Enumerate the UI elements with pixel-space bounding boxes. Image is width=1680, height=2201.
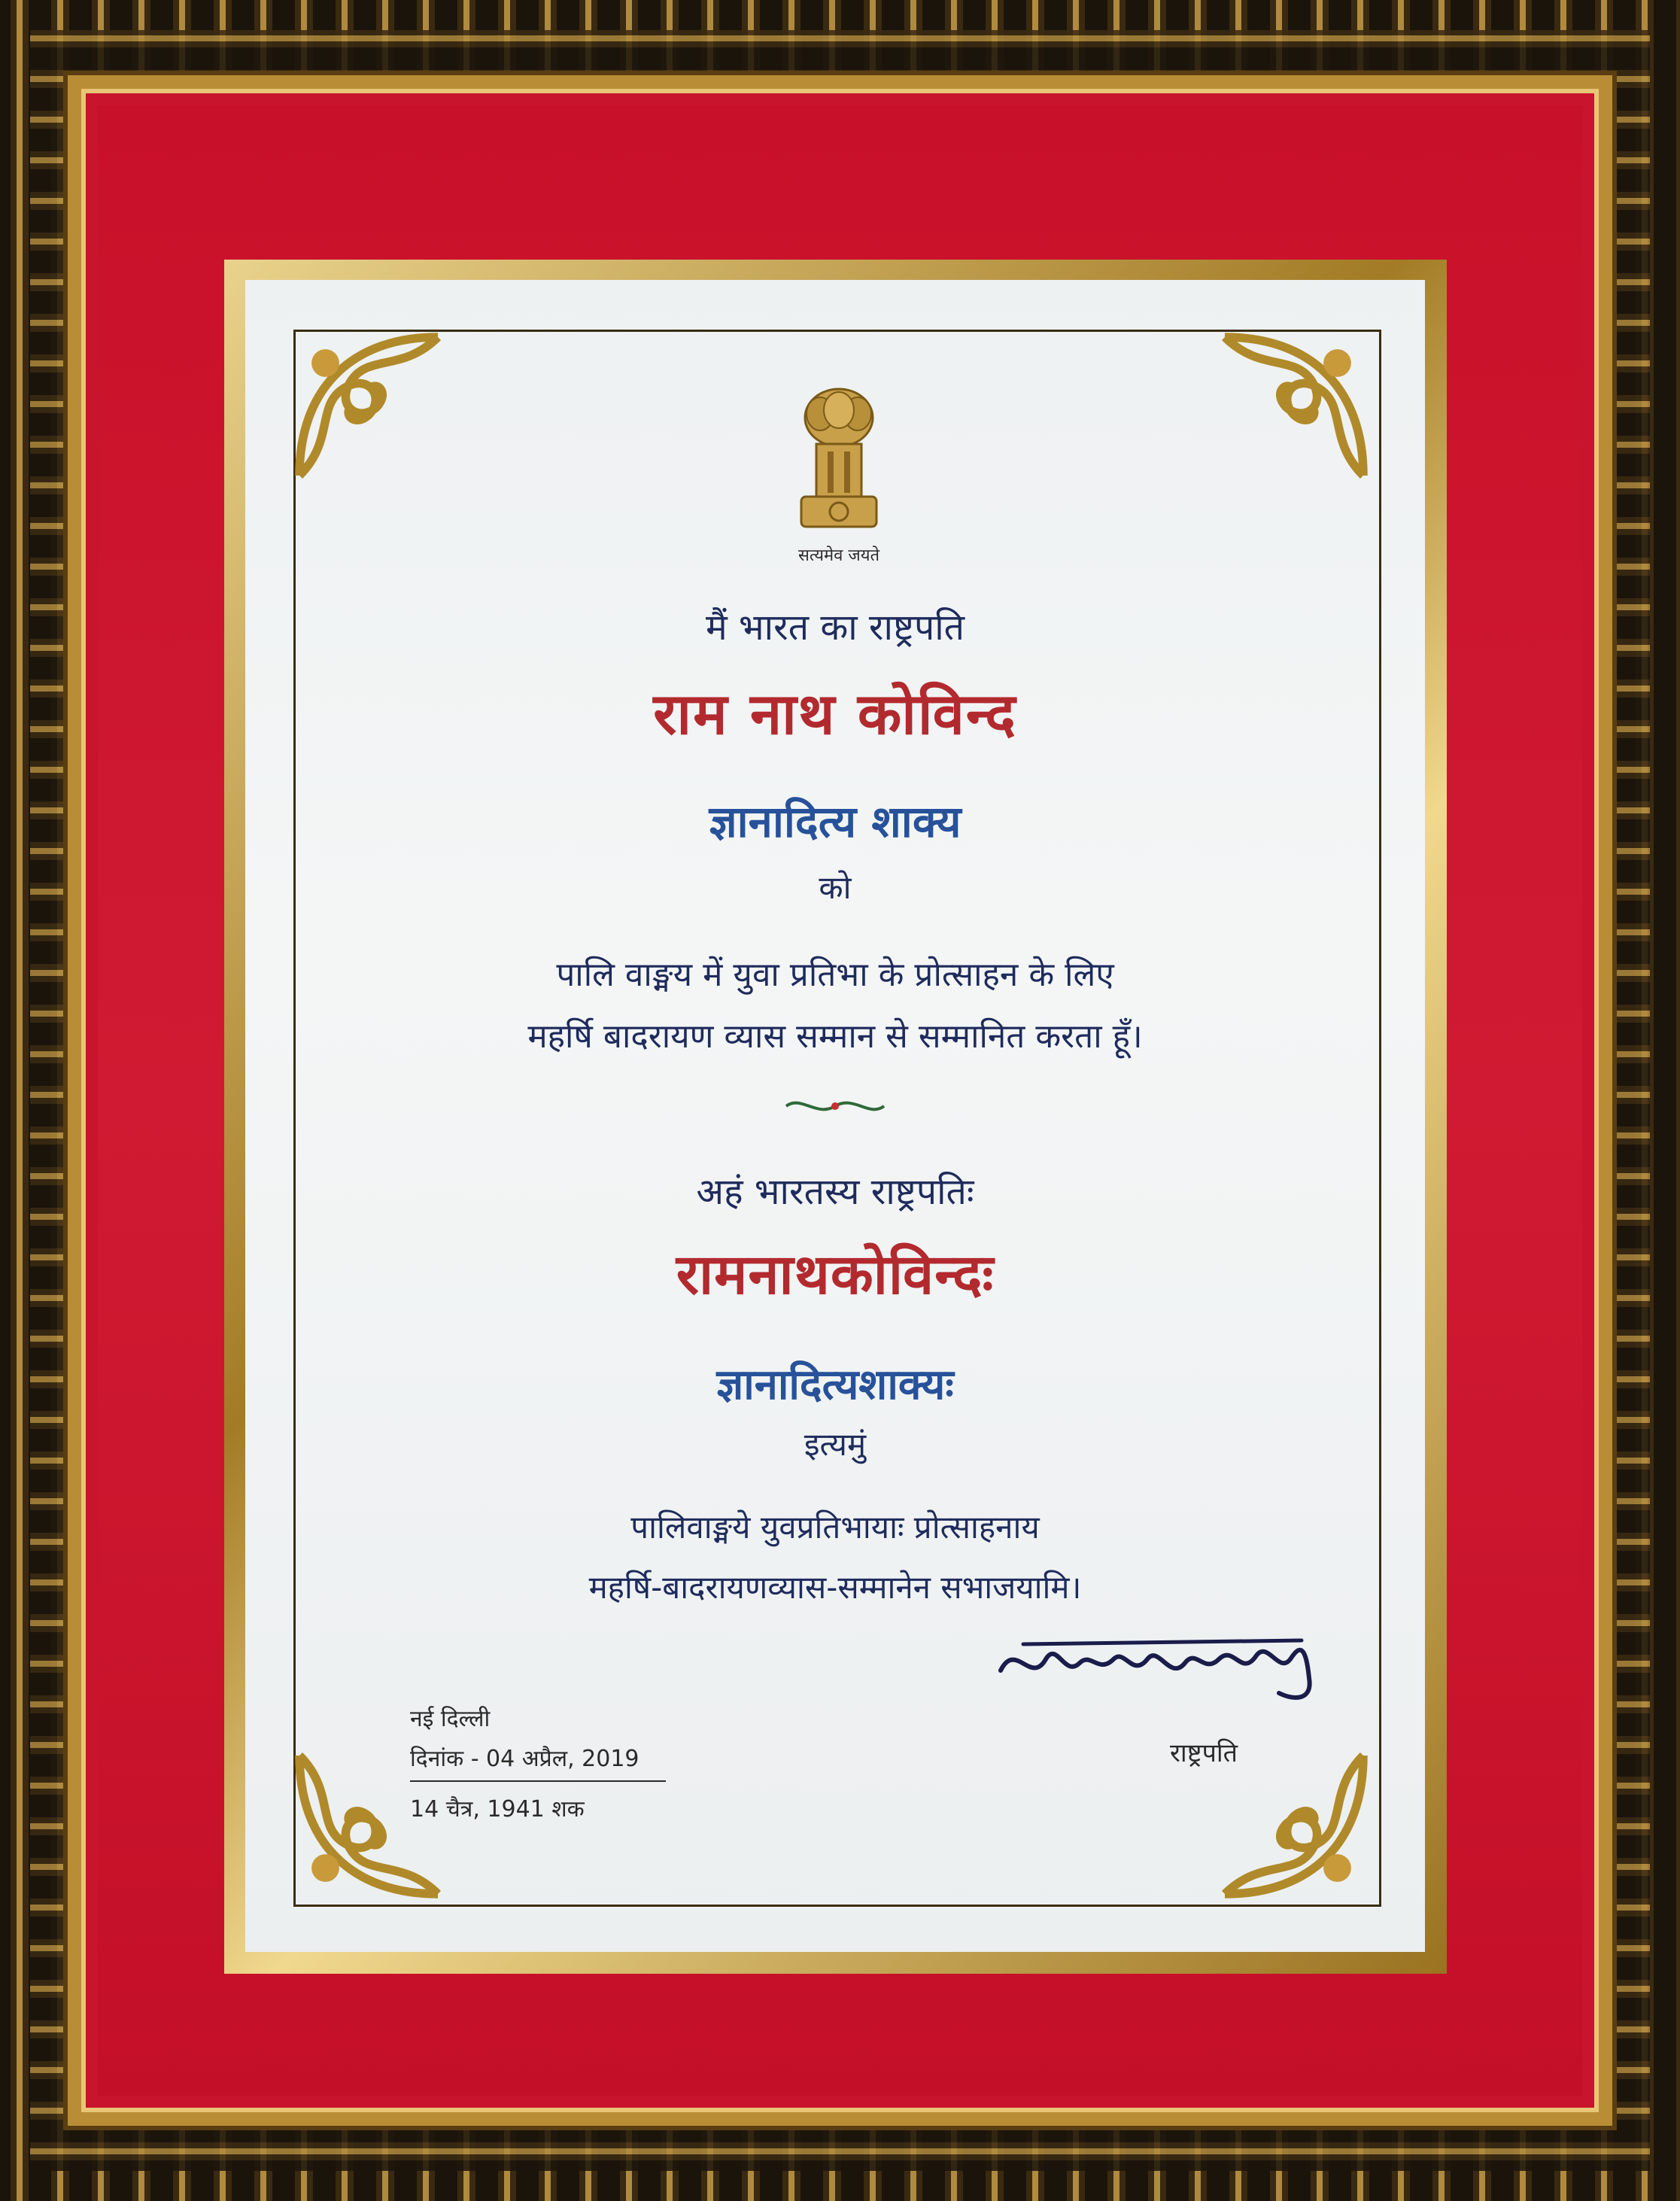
sanskrit-intro-line: अहं भारतस्य राष्ट्रपतिः — [696, 1171, 974, 1213]
president-designation: राष्ट्रपति — [1170, 1738, 1238, 1768]
hindi-citation-line-1: पालि वाङ्मय में युवा प्रतिभा के प्रोत्साहन के लिए — [556, 956, 1114, 994]
hindi-citation-line-2: महर्षि बादरायण व्यास सम्मान से सम्मानित करता हूँ। — [527, 1017, 1143, 1056]
corner-ornament-top-right-icon — [1208, 320, 1381, 493]
emblem-motto: सत्यमेव जयते — [797, 546, 880, 565]
corner-ornament-top-left-icon — [282, 320, 455, 493]
recipient-name-hindi: ज्ञानादित्य शाक्य — [709, 796, 962, 847]
sanskrit-citation-line-1: पालिवाङ्मये युवप्रतिभायाः प्रोत्साहनाय — [630, 1509, 1040, 1546]
hindi-citation — [245, 944, 1425, 1068]
divider-ornament-icon — [782, 1095, 888, 1117]
hindi-ko: को — [819, 869, 852, 906]
issue-place: नई दिल्ली — [410, 1706, 491, 1732]
sanskrit-citation — [245, 1497, 1425, 1618]
president-signature — [993, 1618, 1339, 1716]
national-emblem-icon — [786, 384, 892, 549]
sanskrit-citation-line-2: महर्षि-बादरायणव्यास-सम्मानेन सभाजयामि। — [588, 1569, 1082, 1606]
issue-date: दिनांक - 04 अप्रैल, 2019 — [410, 1742, 666, 1782]
president-name-hindi: राम नाथ कोविन्द — [653, 680, 1017, 747]
hindi-intro-line: मैं भारत का राष्ट्रपति — [705, 606, 965, 649]
recipient-name-sanskrit: ज्ञानादित्यशाक्यः — [716, 1360, 954, 1409]
president-name-sanskrit: रामनाथकोविन्दः — [676, 1242, 995, 1307]
saka-date: 14 चैत्र, 1941 शक — [410, 1796, 585, 1823]
sanskrit-ityamum: इत्यमुं — [804, 1426, 867, 1463]
